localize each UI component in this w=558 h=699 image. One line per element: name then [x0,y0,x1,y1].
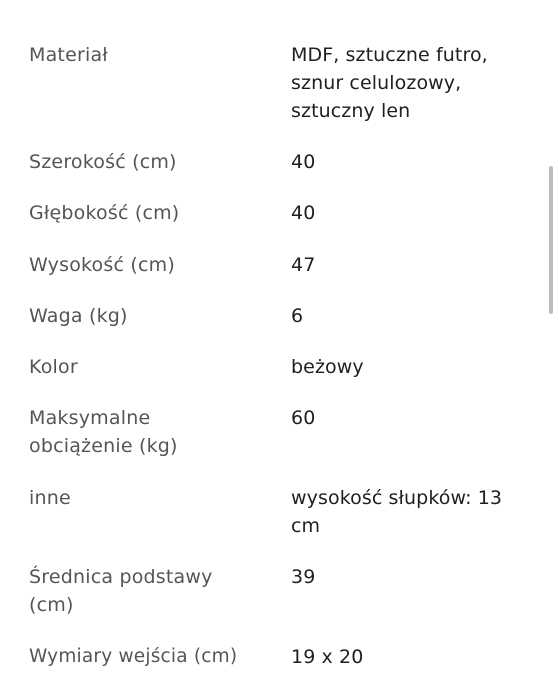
spec-label: Wymiary wejścia (cm) [29,646,238,667]
spec-label: Głębokość (cm) [29,202,180,224]
spec-value: 39 [291,566,316,588]
spec-label: Waga (kg) [29,305,128,327]
spec-label: Materiał [29,44,108,66]
spec-value: wysokość słupków: 13 cm [291,487,503,537]
spec-label: inne [29,487,71,509]
spec-value: 60 [291,407,316,429]
spec-label: Średnica podstawy (cm) [29,566,213,616]
spec-value: 6 [291,305,304,327]
spec-label: Wysokość (cm) [29,254,175,276]
spec-label: Maksymalne obciążenie (kg) [29,407,178,457]
spec-value: 40 [291,151,316,173]
scrollbar-thumb[interactable] [549,166,553,314]
spec-label: Kolor [29,356,78,378]
spec-value: 19 x 20 [291,646,364,668]
spec-value: beżowy [291,356,364,378]
spec-value: MDF, sztuczne futro, sznur celulozowy, sztuczny len [291,44,488,122]
spec-label: Szerokość (cm) [29,151,177,173]
spec-value: 47 [291,254,316,276]
spec-value: 40 [291,202,316,224]
